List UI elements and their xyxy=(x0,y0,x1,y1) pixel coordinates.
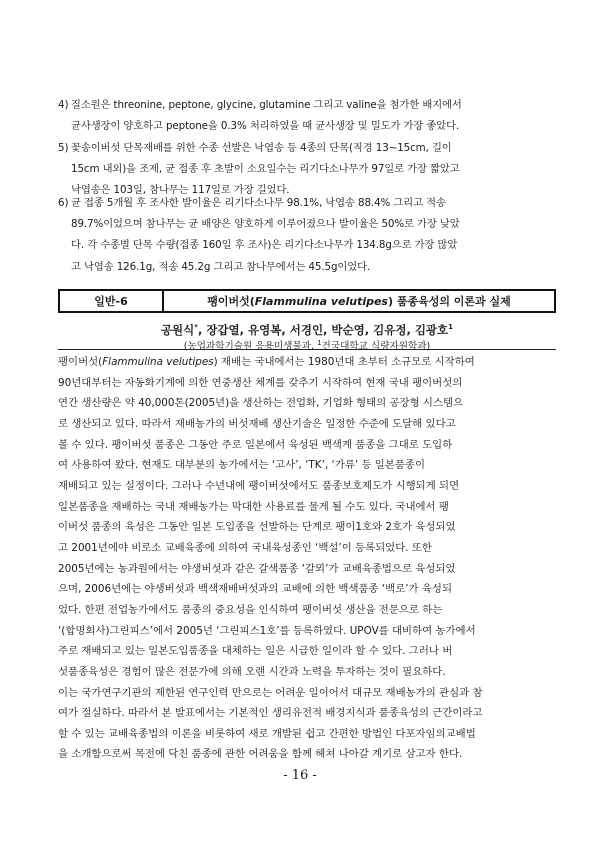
body-line: 연간 생산량은 약 40,000톤(2005년)을 생산하는 전업화, 기업화 형태의 공장형 시스템으 xyxy=(58,397,464,410)
item-number: 4) xyxy=(58,99,69,111)
body-line: 고 2001년에야 비로소 교배육종에 의하여 국내육성종인 ‘백설’이 등록되었다. 또한 xyxy=(58,541,432,554)
affiliation-part-1: (농업과학기술원 응용미생물과, xyxy=(183,341,318,353)
body-line: 할 수 있는 교배육종법의 이론을 비롯하여 새로 개발된 쉽고 간편한 방법인 다포자임의교배법 xyxy=(58,727,476,740)
author-mark: * xyxy=(194,323,198,331)
body-line: 을 소개함으로써 목전에 닥친 품종에 관한 어려움을 함께 헤쳐 나아갈 계기로 삼고자 한다. xyxy=(58,748,463,761)
abstract-body xyxy=(58,352,558,765)
page-number: - 16 - xyxy=(283,768,317,783)
body-line: 여가 절실하다. 따라서 본 발표에서는 기본적인 생리유전적 배경지식과 품종육성의 근간이라고 xyxy=(58,707,483,720)
item-line: 꽃송이버섯 단목재배를 위한 수종 선발은 낙엽송 등 4종의 단목(직경 13~15cm, 길이 xyxy=(71,142,452,154)
body-line: 일본품종을 재배하는 국내 재배농가는 막대한 사용료를 물게 될 수도 있다. 국내에서 팽 xyxy=(58,500,449,513)
item-number: 6) xyxy=(58,197,69,209)
body-line: 팽이버섯(Flammulina velutipes) 재배는 국내에서는 1980년대 초부터 소규모로 시작하여 xyxy=(58,356,475,368)
section-tag: 일반-6 xyxy=(60,291,164,311)
item-line: 균사생장이 양호하고 peptone을 0.3% 처리하였을 때 균사생장 및 밀도가 가장 좋았다. xyxy=(71,120,460,133)
item-line: 15cm 내외)을 조제, 균 접종 후 초발이 소요일수는 리기다소나무가 97일로 가장 짧았고 xyxy=(71,163,460,176)
result-item-4 xyxy=(58,95,558,137)
item-line: 질소원은 threonine, peptone, glycine, glutamine 그리고 valine을 첨가한 배지에서 xyxy=(71,99,462,111)
body-line: 으며, 2006년에는 야생버섯과 백색재배버섯과의 교배에 의한 백색품종 ‘백로’가 육성되 xyxy=(58,583,453,596)
author-names: 공원식*, 장갑열, 유영복, 서경인, 박순영, 김유정, 김광호$^1$ xyxy=(160,322,454,337)
author-mark: 1 xyxy=(448,323,454,331)
body-line: 이버섯 품종의 육성은 그동안 일본 도입종을 선발하는 단계로 팽이1호와 2호가 육성되었 xyxy=(58,521,456,534)
scientific-name: Flammulina velutipes xyxy=(254,295,388,308)
item-line: 균 접종 5개월 후 조사한 발이율은 리기다소나무 98.1%, 낙엽송 88.4% 그리고 적송 xyxy=(71,197,446,209)
affiliation-part-2: 건국대학교 식량자원학과) xyxy=(321,341,431,353)
item-number: 5) xyxy=(58,142,69,154)
item-line: 고 낙엽송 126.1g, 적송 45.2g 그리고 참나무에서는 45.5g이었다. xyxy=(71,260,371,273)
item-line: 89.7%이었으며 참나무는 균 배양은 양호하게 이루어졌으나 발이율은 50%로 가장 낮았 xyxy=(71,218,460,231)
body-line: ‘(합명회사)그린피스’에서 2005년 ‘그린피스1호’를 등록하였다. UPOV를 대비하여 농가에서 xyxy=(58,624,476,637)
header-divider xyxy=(58,349,556,350)
body-line: 90년대부터는 자동화기계에 의한 연중생산 체계를 갖추기 시작하여 현재 국내 팽이버섯의 xyxy=(58,376,463,389)
item-line: 낙엽송은 103일, 참나무는 117일로 가장 길었다. xyxy=(71,184,290,197)
body-line: 볼 수 있다. 팽이버섯 품종은 그동안 주로 일본에서 육성된 백색계 품종을 그대로 도입하 xyxy=(58,438,453,451)
body-line: 었다. 한편 전업농가에서도 품종의 중요성을 인식하여 팽이버섯 생산을 전문으로 하는 xyxy=(58,603,443,616)
body-line: 이는 국가연구기관의 제한된 연구인력 만으로는 어려운 일이어서 대규모 재배농가의 관심과 참 xyxy=(58,686,483,699)
item-line: 다. 각 수종별 단목 수량(접종 160일 후 조사)은 리기다소나무가 134.8g으로 가장 많았 xyxy=(71,239,458,252)
scientific-name: Flammulina velutipes xyxy=(102,356,214,368)
body-line: 재배되고 있는 실정이다. 그러나 수년내에 팽이버섯에서도 품종보호제도가 시행되게 되면 xyxy=(58,479,460,492)
body-line: 2005년에는 농과원에서는 야생버섯과 같은 갈색품종 ‘갈뫼’가 교배육종법으로 육성되었 xyxy=(58,562,456,575)
section-title xyxy=(164,291,554,311)
result-item-6 xyxy=(58,193,558,278)
section-title-text: 팽이버섯(Flammulina velutipes) 품종육성의 이론과 실제 xyxy=(207,295,511,308)
affiliation-mark: 1 xyxy=(317,339,322,347)
body-line: 섯품종육성은 경험이 많은 전문가에 의해 오랜 시간과 노력을 투자하는 것이 필요하다. xyxy=(58,665,446,678)
body-line: 여 사용하여 왔다. 현재도 대부분의 농가에서는 ‘고사’, ‘TK’, ‘가류’ 등 일본품종이 xyxy=(58,459,425,472)
body-line: 주로 재배되고 있는 일본도입품종을 대체하는 일은 시급한 일이라 할 수 있다. 그러나 버 xyxy=(58,645,453,658)
body-line: 로 생산되고 있다. 따라서 재배농가의 버섯재배 생산기술은 일정한 수준에 도달해 있다고 xyxy=(58,417,456,430)
section-header-box xyxy=(58,289,556,313)
